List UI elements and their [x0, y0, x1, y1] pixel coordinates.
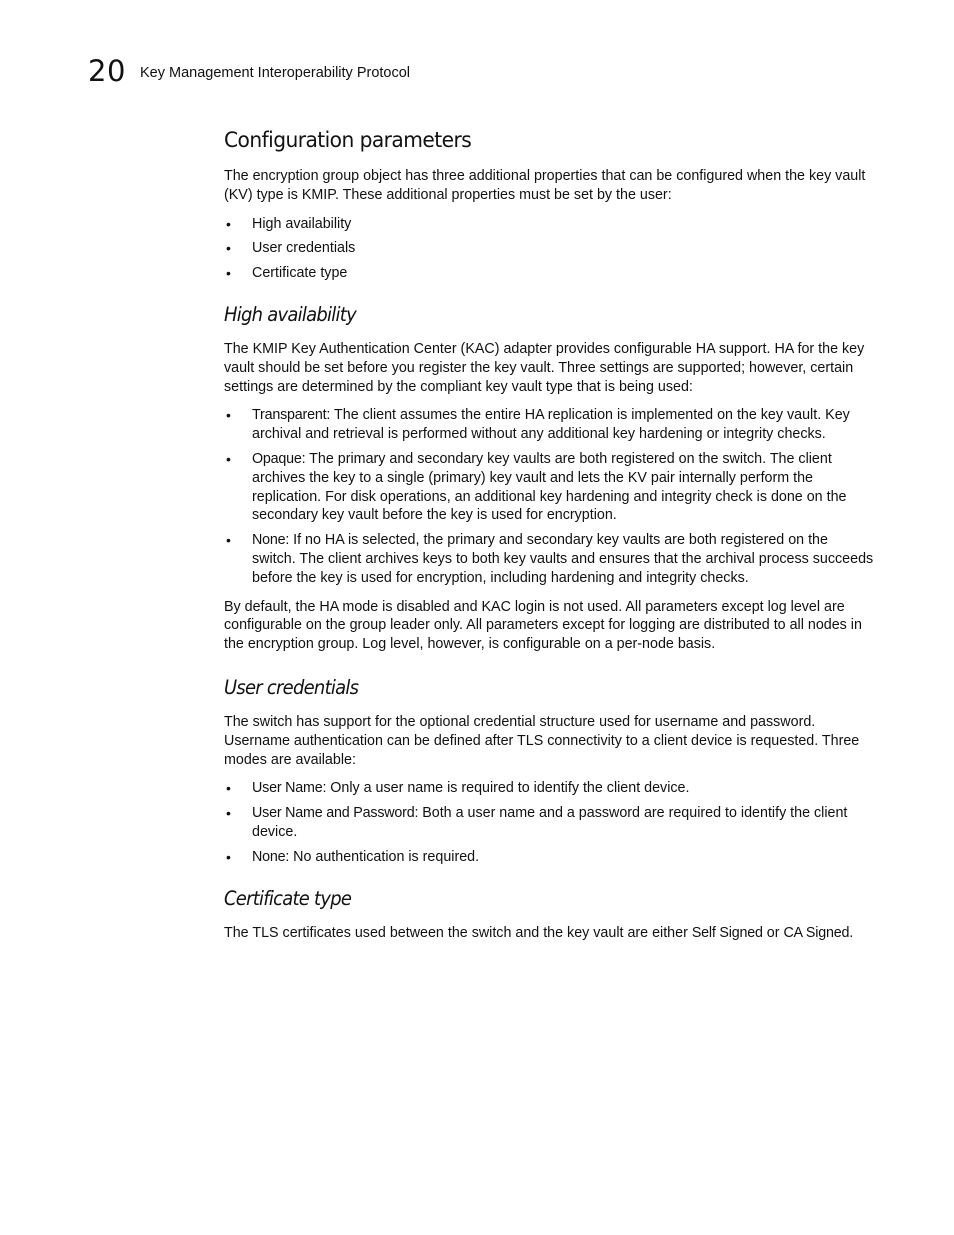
subsection-title-high-availability: High availability: [224, 302, 356, 326]
subsection-title-user-credentials: User credentials: [224, 675, 359, 699]
bullet-icon: •: [226, 848, 231, 865]
term-label: None:: [252, 848, 290, 865]
bullet-icon: •: [226, 407, 231, 424]
config-bullet-list: [224, 215, 874, 283]
term-self-signed: Self Signed: [691, 924, 763, 941]
chapter-number: 20: [88, 54, 126, 88]
bullet-icon: •: [226, 805, 231, 822]
bullet-icon: •: [226, 532, 231, 549]
bullet-icon: •: [226, 265, 231, 282]
bullet-icon: •: [226, 215, 231, 232]
subsection-title-certificate-type: Certificate type: [224, 886, 352, 910]
ha-mode-list: [224, 406, 874, 587]
list-item: • Transparent: The client assumes the entire HA replication is implemented on the key vault. Key archival and retrieval is performed without any additional key hardening or integrity checks.: [226, 407, 850, 443]
ct-text: The TLS certificates used between the switch and the key vault are either Self Signed or CA Signed.: [224, 924, 854, 941]
term-label: None:: [252, 532, 290, 549]
page-content: [224, 128, 874, 952]
bullet-icon: •: [226, 240, 231, 257]
term-ca-signed: CA Signed: [783, 924, 850, 941]
list-item: • Opaque: The primary and secondary key vaults are both registered on the switch. The client archives the key to a single (primary) key vault and lets the KV pair internally perform the replication. For disk operations, an additional key hardening and integrity check is done on the secondary key vault before the key is used for encryption.: [226, 450, 847, 524]
config-intro: The encryption group object has three additional properties that can be configured when the key vault (KV) type is KMIP. These additional properties must be set by the user:: [224, 168, 866, 203]
term-label: User Name and Password:: [252, 805, 419, 822]
uc-intro: The switch has support for the optional credential structure used for username and password. Username authentication can be defined after TLS connectivity to a client device is requested. Three modes are available:: [224, 713, 860, 768]
list-item: • None: If no HA is selected, the primary and secondary key vaults are both registered on the switch. The client archives keys to both key vaults and ensures that the archival process succeeds before the key is used for encryption, including hardening and integrity checks.: [226, 532, 874, 586]
list-item: • User Name and Password: Both a user name and a password are required to identify the client device.: [226, 805, 848, 840]
list-item: • Certificate type: [226, 265, 348, 282]
term-label: Opaque:: [252, 450, 306, 467]
uc-mode-list: [224, 779, 874, 866]
bullet-icon: •: [226, 450, 231, 467]
list-item: • User Name: Only a user name is required to identify the client device.: [226, 780, 690, 797]
ha-outro: By default, the HA mode is disabled and KAC login is not used. All parameters except log level are configurable on the group leader only. All parameters except for logging are distributed to all nodes in the encryption group. Log level, however, is configurable on a per-node basis.: [224, 598, 862, 653]
chapter-title: Key Management Interoperability Protocol: [140, 65, 411, 81]
list-item: • None: No authentication is required.: [226, 848, 480, 865]
term-label: User Name:: [252, 780, 327, 797]
bullet-icon: •: [226, 780, 231, 797]
ha-intro: The KMIP Key Authentication Center (KAC) adapter provides configurable HA support. HA for the key vault should be set before you register the key vault. Three settings are supported; however, certain settings are determined by the compliant key vault type that is being used:: [224, 340, 865, 395]
section-title-configuration-parameters: Configuration parameters: [224, 128, 472, 153]
list-item: • High availability: [226, 215, 352, 232]
term-label: Transparent: [252, 407, 327, 424]
list-item: • User credentials: [226, 240, 356, 257]
